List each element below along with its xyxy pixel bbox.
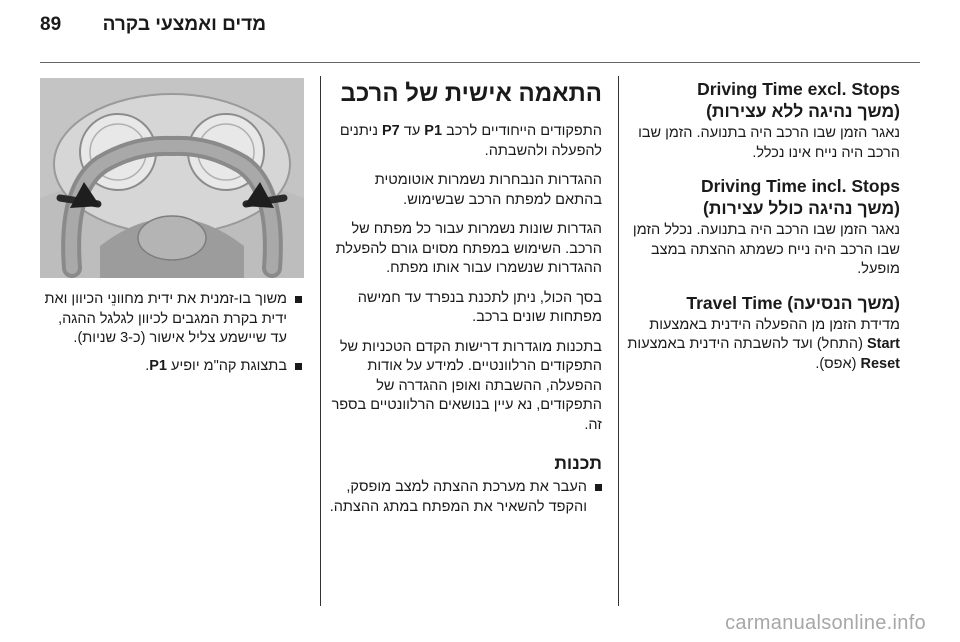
section-body: נאגר הזמן שבו הרכב היה בתנועה. הזמן שבו הרכב היה נייח אינו נכלל. [638, 125, 900, 161]
steering-wheel-icon [40, 78, 304, 278]
section-heading-en: Driving Time excl. Stops [697, 79, 900, 99]
list-item [40, 357, 302, 377]
section-heading-he: (משך הנסיעה) [787, 292, 900, 313]
intro-post: ניתנים להפעלה ולהשבתה. [339, 123, 602, 159]
list-item-text: משוך בו-זמנית את ידית מחוונֵי הכיוון ואת ידית בקרת המגבים לכיוון לגלגל ההגה, עד שיישמע צליל אישור (כ-3 שניות). [44, 291, 287, 346]
paragraph: ההגדרות הנבחרות נשמרות אוטומטית בהתאם למפתח הרכב שבשימוש. [374, 172, 602, 208]
section-heading-en: Travel Time [686, 292, 783, 313]
travel-body-3: באמצעות [627, 336, 686, 352]
list-item-text: העבר את מערכת ההצתה למצב מופסק, והקפד להשאיר את המפתח במתג ההצתה. [329, 479, 587, 515]
travel-body-2: (התחל) ועד להשבתה הידנית [689, 336, 863, 352]
bullet-2-pre: בתצוגת קה"מ יופיע [171, 357, 287, 374]
p1-label: P1 [424, 123, 443, 139]
steering-wheel-illustration [40, 78, 304, 278]
header-rule [40, 62, 920, 63]
section-heading [624, 292, 900, 314]
running-title: מדים ואמצעי בקרה [102, 14, 266, 35]
list-item-text [40, 357, 287, 377]
intro-mid: עד [403, 123, 421, 139]
section-driving-incl [624, 175, 900, 280]
section-body [624, 316, 900, 375]
column-divider-right [618, 76, 619, 606]
travel-body-1: מדידת הזמן מן ההפעלה הידנית באמצעות [649, 316, 900, 333]
section-heading-en: Driving Time incl. Stops [700, 176, 900, 196]
intro-paragraph [326, 122, 602, 161]
bullet-square-icon [295, 363, 302, 370]
left-column [40, 290, 302, 384]
intro-pre: התפקודים הייחודיים לרכב [446, 123, 602, 139]
p1-label: P1 [149, 357, 167, 374]
section-heading-he: (משך נהיגה כולל עצירות) [703, 198, 900, 218]
watermark: carmanualsonline.info [725, 612, 926, 634]
sub-heading: תכנות [554, 453, 602, 473]
paragraph: בסך הכול, ניתן לתכנת בנפרד עד חמישה מפתחות שונים ברכב. [357, 289, 602, 325]
section-travel-time [624, 292, 900, 375]
bullet-square-icon [295, 296, 302, 303]
middle-column [326, 80, 602, 525]
list-item [40, 290, 302, 349]
paragraph: הגדרות שונות נשמרות עבור כל מפתח של הרכב. השימוש במפתח מסוים גורם להפעלת ההגדרות שנשמרו עבור אותו מפתח. [335, 221, 602, 276]
travel-body-4: (אפס). [815, 355, 857, 372]
section-body: נאגר הזמן שבו הרכב היה בתנועה. נכלל הזמן שבו הרכב היה נייח כשמתג ההצתה במצב מופעל. [632, 222, 900, 277]
page-number: 89 [40, 14, 62, 35]
start-label: Start [866, 336, 900, 352]
bullet-square-icon [595, 484, 602, 491]
section-driving-excl [624, 78, 900, 163]
reset-label: Reset [860, 355, 900, 372]
list-item [326, 478, 602, 517]
section-title: התאמה אישית של הרכב [340, 80, 602, 107]
column-divider-left [320, 76, 321, 606]
paragraph: בתכנות מוגדרות דרישות הקדם הטכניות של התפקודים הרלוונטיים. למידע על אודות ההפעלה, ההשבתה ואופן ההגדרה של התפקודים, נא עיין בנושאים הרלוונטיים בספר זה. [331, 338, 602, 433]
right-column [624, 78, 900, 386]
section-heading [624, 175, 900, 219]
bullet-2-post: . [145, 357, 150, 374]
p7-label: P7 [382, 123, 400, 139]
section-heading-he: (משך נהיגה ללא עצירות) [706, 101, 900, 121]
section-heading [624, 78, 900, 122]
